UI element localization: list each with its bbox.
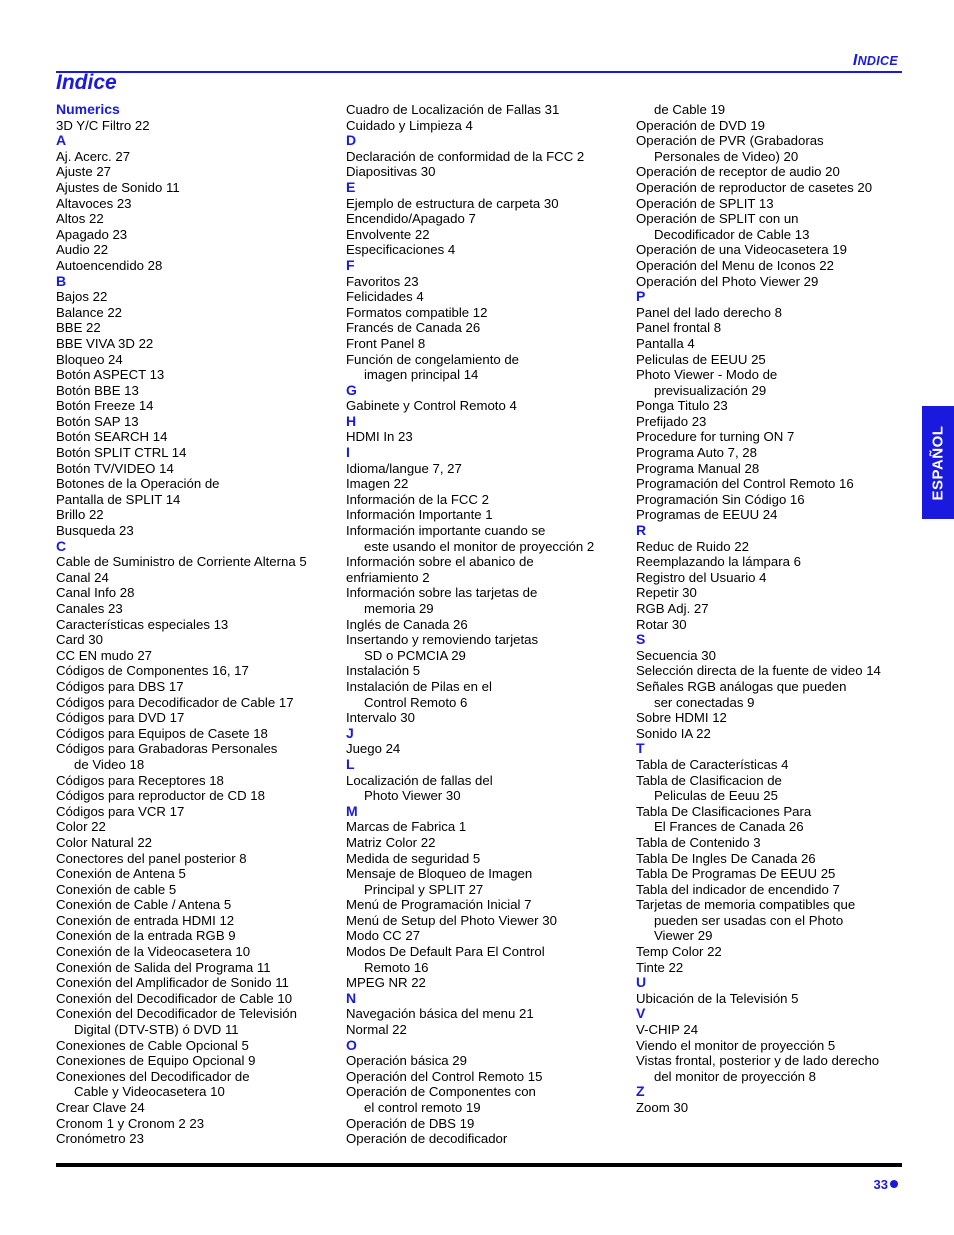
index-letter-heading: B [56,272,67,289]
index-entry: Color Natural 22 [56,834,153,850]
index-entry: Operación de reproductor de casetes 20 [636,179,873,195]
index-letter-heading: C [56,537,67,554]
index-entry: BBE VIVA 3D 22 [56,335,154,351]
index-letter-heading: R [636,522,647,539]
index-entry: Matriz Color 22 [346,834,436,850]
index-entry: Conexión del Amplificador de Sonido 11 [56,975,289,991]
index-entry: Tabla De Ingles De Canada 26 [636,850,816,866]
index-entry: de Video 18 [74,756,145,772]
index-entry: Conexión de Cable / Antena 5 [56,897,232,913]
index-entry: Menú de Setup del Photo Viewer 30 [346,912,557,928]
index-entry: Felicidades 4 [346,289,424,305]
index-entry: Juego 24 [346,741,401,757]
index-letter-heading: P [636,288,646,305]
index-entry: Instalación 5 [346,663,421,679]
index-entry: Programación Sin Código 16 [636,491,805,507]
index-entry: Conexión de entrada HDMI 12 [56,912,235,928]
index-entry: Conexión de la entrada RGB 9 [56,928,236,944]
index-entry: Secuencia 30 [636,647,716,663]
bottom-rule [56,1163,902,1167]
index-letter-heading: A [56,132,67,149]
index-entry: ser conectadas 9 [654,694,755,710]
index-entry: previsualización 29 [654,382,767,398]
index-letter-heading: N [346,989,357,1006]
index-entry: Tabla del indicador de encendido 7 [636,881,840,897]
index-entry: Front Panel 8 [346,335,426,351]
page-number: 33 [873,1177,888,1192]
index-entry: Conexión de Antena 5 [56,866,186,882]
index-letter-heading: O [346,1036,357,1053]
index-entry: Códigos de Componentes 16, 17 [56,663,249,679]
index-entry: Mensaje de Bloqueo de Imagen [346,866,533,882]
index-entry: Operación de SPLIT con un [636,211,799,227]
index-entry: Operación de receptor de audio 20 [636,164,840,180]
index-entry: Cronom 1 y Cronom 2 23 [56,1115,205,1131]
index-entry: Cable y Videocasetera 10 [74,1084,225,1100]
index-entry: Medida de seguridad 5 [346,850,481,866]
index-entry: Conexión del Decodificador de Cable 10 [56,990,293,1006]
index-entry: Zoom 30 [636,1100,689,1115]
index-entry: Ajuste 27 [56,164,111,180]
index-entry: Características especiales 13 [56,616,229,632]
index-entry: Registro del Usuario 4 [636,569,767,585]
index-entry: Imagen 22 [346,476,409,492]
index-entry: Botón Freeze 14 [56,398,154,414]
index-entry: Viewer 29 [654,928,713,944]
index-entry: Digital (DTV-STB) ó DVD 11 [74,1022,239,1038]
index-entry: de Cable 19 [654,102,726,117]
index-entry: Cronómetro 23 [56,1131,144,1147]
index-entry: Conectores del panel posterior 8 [56,850,247,866]
index-entry: RGB Adj. 27 [636,601,709,616]
index-entry: CC EN mudo 27 [56,647,153,663]
index-entry: Canal Info 28 [56,585,135,601]
index-entry: Programa Auto 7, 28 [636,445,757,461]
index-entry: Códigos para Decodificador de Cable 17 [56,694,294,710]
index-entry: Conexión del Decodificador de Televisión [56,1006,297,1022]
index-entry: Reduc de Ruido 22 [636,538,749,554]
index-entry: Ejemplo de estructura de carpeta 30 [346,195,559,211]
index-entry: Tabla de Características 4 [636,756,789,772]
index-entry: Peliculas de Eeuu 25 [654,788,778,804]
language-side-tab [922,406,954,519]
index-entry: Códigos para Receptores 18 [56,772,224,788]
index-entry: Botón SAP 13 [56,413,139,429]
index-entry: memoria 29 [364,601,434,616]
index-entry: Operación de Componentes con [346,1084,536,1100]
index-entry: Procedure for turning ON 7 [636,429,795,445]
index-entry: Rotar 30 [636,616,687,632]
index-entry: Información sobre el abanico de [346,554,534,570]
index-entry: BBE 22 [56,320,101,336]
index-entry: Personales de Video) 20 [654,148,799,164]
index-entry: Tabla De Clasificaciones Para [636,803,812,819]
index-entry: Operación básica 29 [346,1053,467,1069]
index-entry: Códigos para DVD 17 [56,710,185,726]
index-entry: Información de la FCC 2 [346,491,489,507]
index-entry: Tabla de Contenido 3 [636,834,761,850]
index-entry: Conexiones de Equipo Opcional 9 [56,1053,256,1069]
index-entry: Declaración de conformidad de la FCC 2 [346,148,585,164]
index-entry: Vistas frontal, posterior y de lado derecho [636,1053,880,1069]
index-entry: Función de congelamiento de [346,351,520,367]
index-letter-heading: E [346,178,356,195]
index-entry: Color 22 [56,819,106,835]
index-entry: Localización de fallas del [346,772,493,788]
index-entry: Operación de decodificador [346,1131,508,1147]
index-entry: Busqueda 23 [56,523,134,539]
index-entry: Navegación básica del menu 21 [346,1006,534,1022]
index-entry: Códigos para VCR 17 [56,803,185,819]
index-letter-heading: T [636,740,645,757]
index-letter-heading: Z [636,1083,645,1100]
index-entry: Panel frontal 8 [636,320,722,336]
index-letter-heading: Numerics [56,101,120,117]
index-entry: Principal y SPLIT 27 [364,881,484,897]
index-entry: Conexiones de Cable Opcional 5 [56,1037,249,1053]
index-entry: Brillo 22 [56,507,104,523]
index-entry: Panel del lado derecho 8 [636,304,782,320]
index-entry: Operación del Photo Viewer 29 [636,273,819,289]
index-entry: Insertando y removiendo tarjetas [346,632,539,648]
index-entry: Card 30 [56,632,103,648]
index-letter-heading: D [346,132,357,149]
index-entry: del monitor de proyección 8 [654,1068,817,1084]
index-letter-heading: I [346,444,350,461]
index-entry: Programas de EEUU 24 [636,507,778,523]
index-entry: Formatos compatible 12 [346,304,488,320]
index-entry: Apagado 23 [56,226,128,242]
index-letter-heading: J [346,724,354,741]
index-entry: Operación de DVD 19 [636,117,766,133]
index-entry: Selección directa de la fuente de video 14 [636,663,881,679]
index-entry: este usando el monitor de proyección 2 [364,538,595,554]
index-entry: Botón SPLIT CTRL 14 [56,445,187,461]
language-tab-label: ESPAÑOL [929,425,947,500]
page-title: Indice [56,71,117,94]
index-entry: Operación de DBS 19 [346,1115,475,1131]
index-entry: imagen principal 14 [364,367,479,383]
index-entry: Menú de Programación Inicial 7 [346,897,532,913]
index-entry: Photo Viewer 30 [364,788,461,804]
index-entry: Botón ASPECT 13 [56,367,165,383]
index-entry: Altos 22 [56,211,104,227]
index-entry: Ajustes de Sonido 11 [56,179,180,195]
index-letter-heading: F [346,256,355,273]
index-entry: Peliculas de EEUU 25 [636,351,766,367]
index-entry: Temp Color 22 [636,944,722,960]
index-entry: Francés de Canada 26 [346,320,481,336]
index-entry: el control remoto 19 [364,1100,481,1115]
index-entry: Inglés de Canada 26 [346,616,468,632]
index-entry: Encendido/Apagado 7 [346,211,476,227]
index-entry: Cable de Suministro de Corriente Alterna 5 [56,554,307,570]
index-entry: Programa Manual 28 [636,460,760,476]
index-entry: Operación del Menu de Iconos 22 [636,257,834,273]
index-entry: Marcas de Fabrica 1 [346,819,467,835]
index-entry: Tabla De Programas De EEUU 25 [636,866,836,882]
index-entry: Cuadro de Localización de Fallas 31 [346,102,560,117]
index-entry: Programación del Control Remoto 16 [636,476,854,492]
index-column-2 [346,102,636,1147]
index-entry: Autoencendido 28 [56,257,163,273]
index-letter-heading: M [346,802,358,819]
index-entry: Envolvente 22 [346,226,430,242]
index-entry: Operación de una Videocasetera 19 [636,242,847,258]
index-entry: Información sobre las tarjetas de [346,585,538,601]
index-entry: Diapositivas 30 [346,164,436,180]
index-entry: Códigos para reproductor de CD 18 [56,788,265,804]
index-entry: Normal 22 [346,1022,407,1038]
index-entry: Photo Viewer - Modo de [636,367,778,383]
index-entry: Pantalla 4 [636,335,695,351]
running-head-initial: I [852,52,858,69]
index-letter-heading: H [346,412,357,429]
index-entry: Bloqueo 24 [56,351,123,367]
index-entry: Tinte 22 [636,959,684,975]
index-entry: Botón BBE 13 [56,382,139,398]
index-entry: Códigos para DBS 17 [56,678,184,694]
bullet-dot-icon [890,1180,898,1188]
index-entry: Conexión de Salida del Programa 11 [56,959,271,975]
index-entry: Modo CC 27 [346,928,421,944]
index-entry: Repetir 30 [636,585,697,601]
index-entry: Canal 24 [56,569,109,585]
index-entry: HDMI In 23 [346,429,413,445]
index-entry: Crear Clave 24 [56,1100,145,1115]
index-entry: Información importante cuando se [346,523,546,539]
index-entry: Remoto 16 [364,959,429,975]
index-entry: Decodificador de Cable 13 [654,226,810,242]
index-column-1 [56,102,346,1147]
index-entry: Cuidado y Limpieza 4 [346,117,473,133]
index-entry: Códigos para Grabadoras Personales [56,741,278,757]
top-rule [56,71,902,73]
index-entry: Información Importante 1 [346,507,493,523]
index-entry: Operación de SPLIT 13 [636,195,774,211]
index-entry: Códigos para Equipos de Casete 18 [56,725,268,741]
index-entry: Conexiones del Decodificador de [56,1068,250,1084]
index-entry: Operación del Control Remoto 15 [346,1068,543,1084]
index-entry: Botones de la Operación de [56,476,220,492]
index-entry: Aj. Acerc. 27 [56,148,131,164]
index-entry: Sonido IA 22 [636,725,711,741]
index-entry: Viendo el monitor de proyección 5 [636,1037,836,1053]
index-letter-heading: V [636,1005,646,1022]
index-entry: Instalación de Pilas en el [346,678,492,694]
index-entry: Conexión de cable 5 [56,881,177,897]
index-entry: Audio 22 [56,242,109,258]
index-entry: MPEG NR 22 [346,975,426,991]
index-entry: V-CHIP 24 [636,1022,699,1038]
index-entry: SD o PCMCIA 29 [364,647,466,663]
index-entry: Sobre HDMI 12 [636,710,727,726]
index-entry: Operación de PVR (Grabadoras [636,133,824,149]
index-entry: Idioma/langue 7, 27 [346,460,462,476]
index-entry: enfriamiento 2 [346,569,430,585]
index-entry: Reemplazando la lámpara 6 [636,554,801,570]
index-entry: Tarjetas de memoria compatibles que [636,897,856,913]
index-entry: Favoritos 23 [346,273,419,289]
index-entry: Botón SEARCH 14 [56,429,168,445]
index-entry: Modos De Default Para El Control [346,944,545,960]
index-entry: Bajos 22 [56,289,108,305]
index-letter-heading: L [346,755,355,772]
index-entry: 3D Y/C Filtro 22 [56,117,150,133]
index-entry: Señales RGB análogas que pueden [636,678,847,694]
index-entry: Gabinete y Control Remoto 4 [346,398,517,414]
index-entry: Intervalo 30 [346,710,415,726]
index-entry: Especificaciones 4 [346,242,456,258]
index-entry: Prefijado 23 [636,413,707,429]
index-entry: Control Remoto 6 [364,694,468,710]
index-entry: Tabla de Clasificacion de [636,772,782,788]
index-entry: Balance 22 [56,304,122,320]
index-entry: pueden ser usadas con el Photo [654,912,844,928]
index-entry: Pantalla de SPLIT 14 [56,491,181,507]
index-letter-heading: S [636,631,646,648]
index-entry: Ponga Titulo 23 [636,398,728,414]
index-letter-heading: G [346,381,357,398]
index-entry: Ubicación de la Televisión 5 [636,990,799,1006]
running-head-rest: NDICE [857,54,898,68]
index-entry: Conexión de la Videocasetera 10 [56,944,251,960]
index-entry: El Frances de Canada 26 [654,819,804,835]
index-entry: Canales 23 [56,601,123,616]
index-entry: Altavoces 23 [56,195,132,211]
index-letter-heading: U [636,974,647,991]
index-column-3 [636,102,926,1116]
index-entry: Botón TV/VIDEO 14 [56,460,174,476]
running-head [853,52,898,70]
